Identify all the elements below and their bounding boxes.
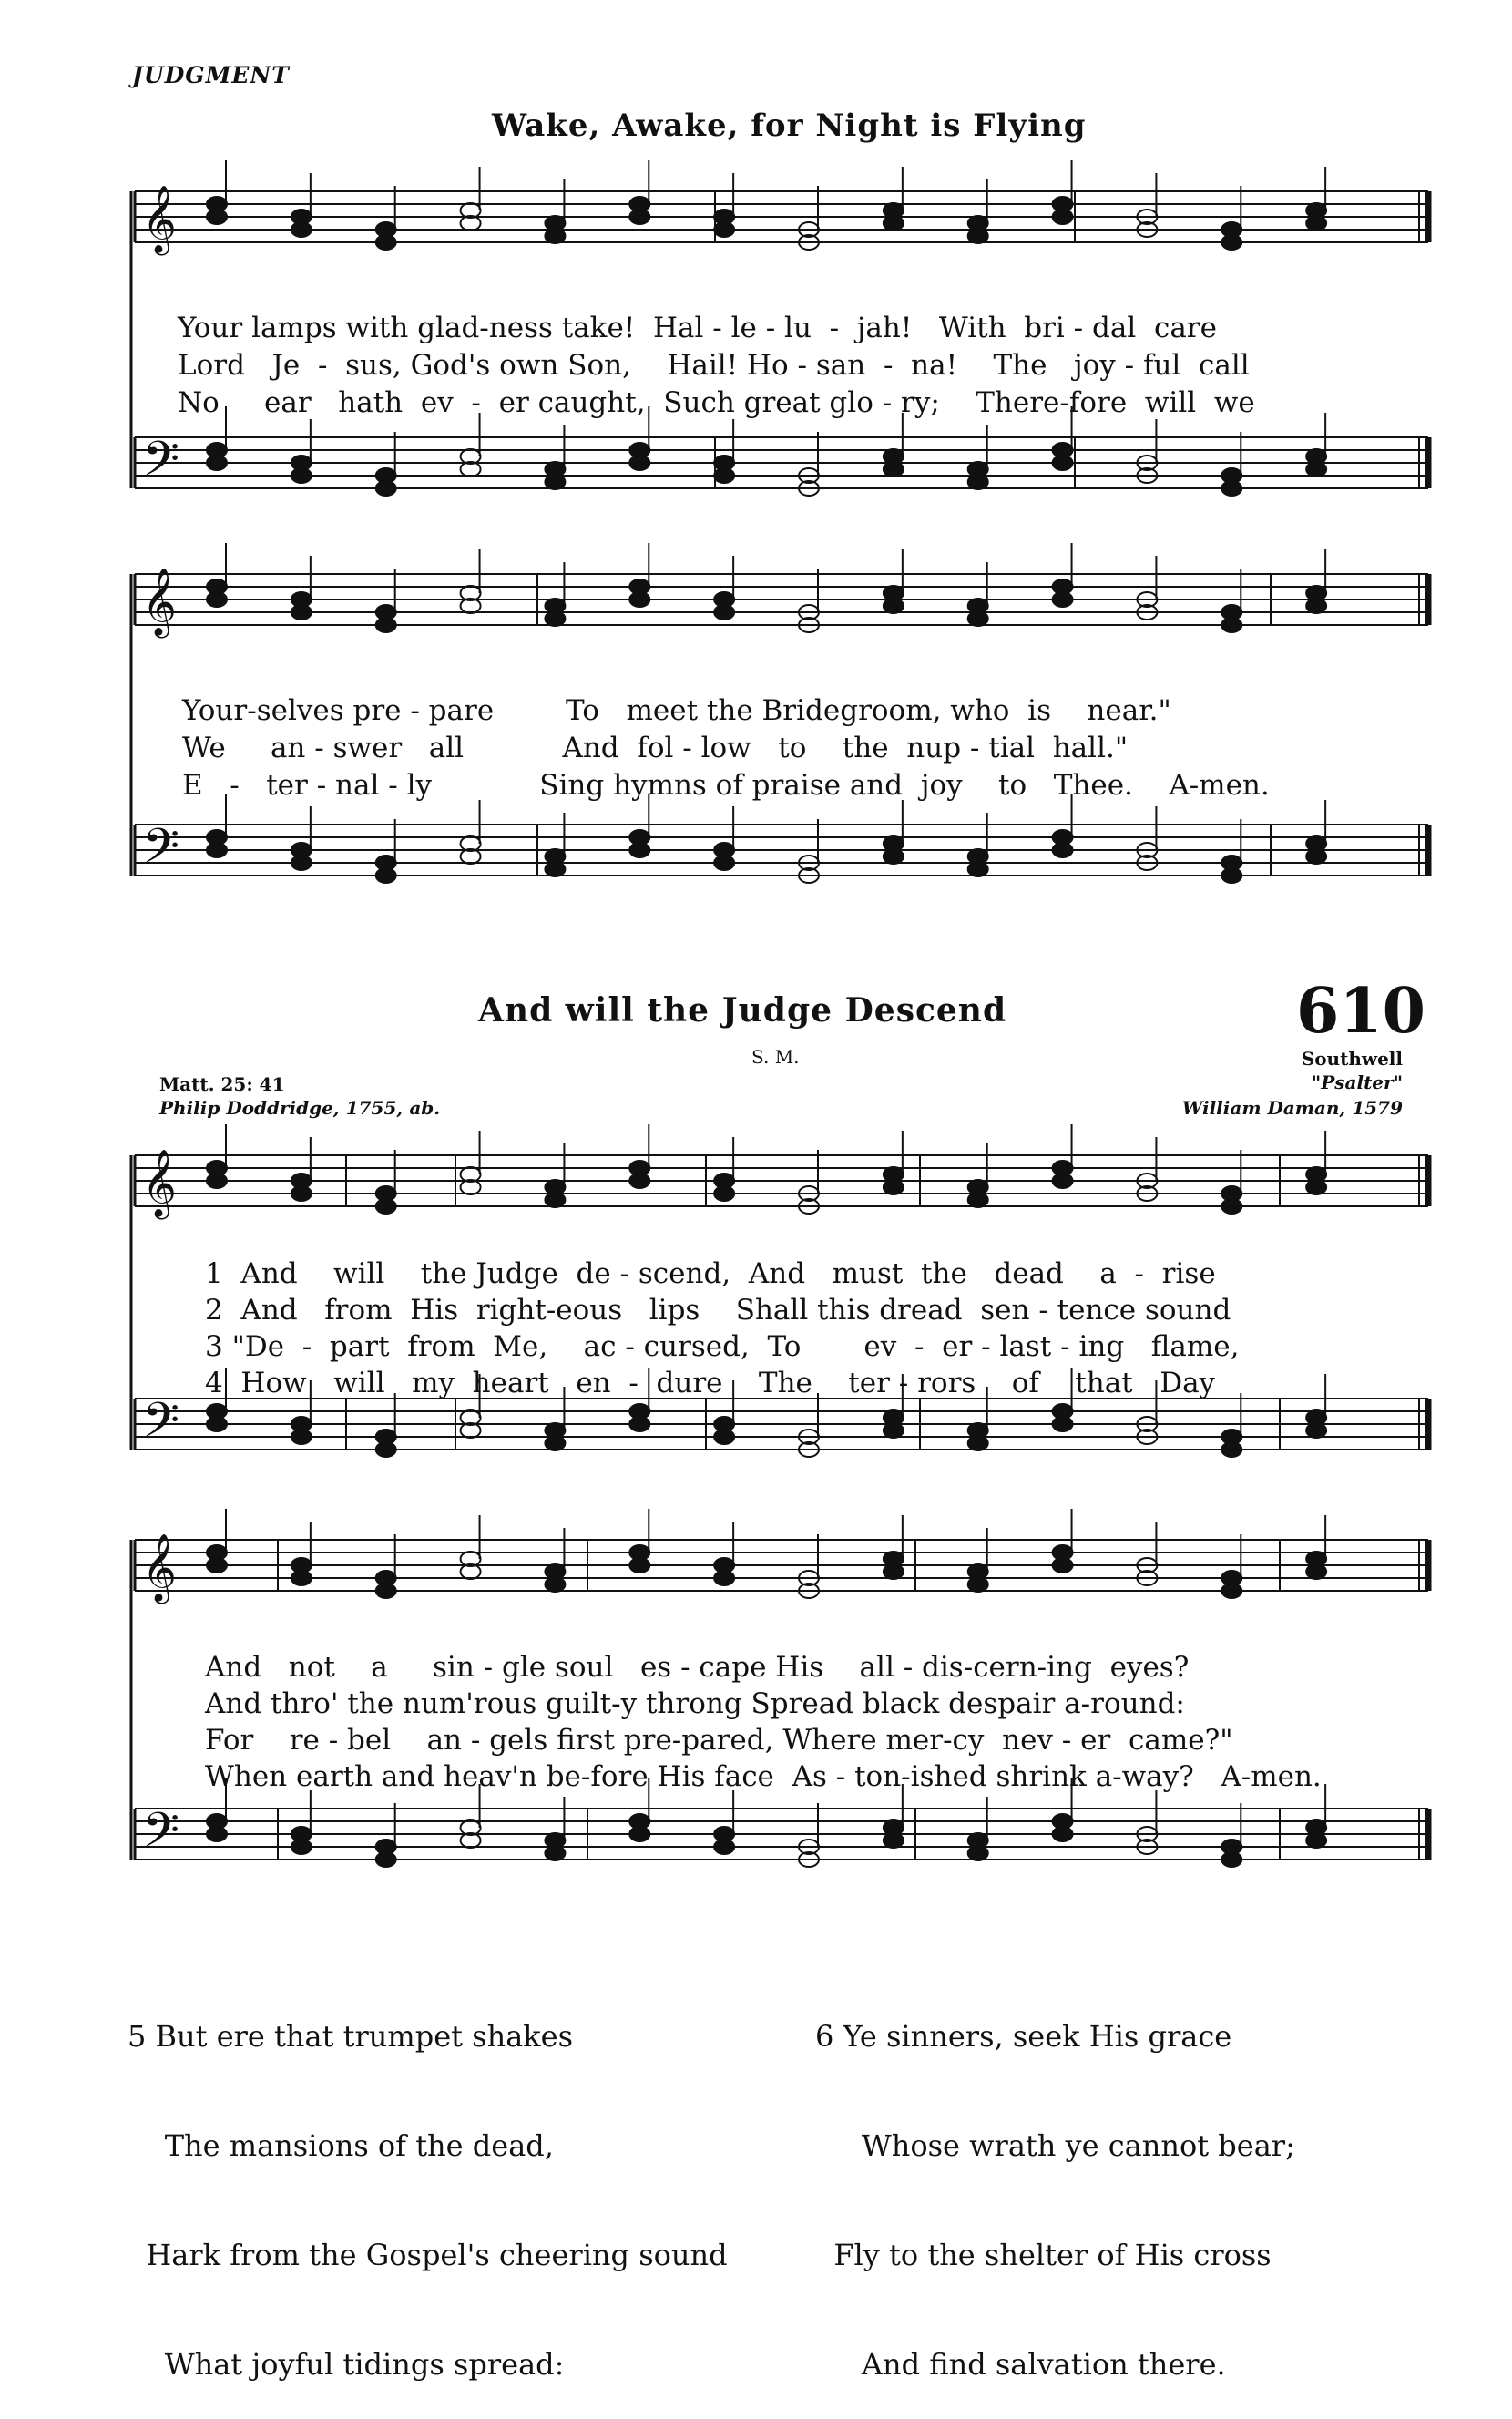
notehead (291, 1840, 312, 1854)
notehead (1306, 1564, 1326, 1579)
meter: S. M. (751, 1046, 800, 1068)
treble-clef: 𝄞 (142, 186, 177, 253)
notehead (629, 592, 649, 607)
notehead (291, 1430, 312, 1444)
notehead (207, 456, 227, 470)
notehead (1306, 462, 1326, 477)
stanza-line: 6 Ye sinners, seek His grace (815, 2019, 1232, 2054)
tune-name: Southwell (1301, 1048, 1403, 1070)
notehead (1306, 849, 1326, 864)
notehead (1053, 456, 1073, 470)
notehead (376, 618, 396, 632)
notehead (376, 481, 396, 496)
notehead (968, 1846, 988, 1860)
treble-clef: 𝄞 (142, 1534, 177, 1602)
stanza-line: 5 But ere that trumpet shakes (128, 2019, 574, 2054)
notehead (1306, 1423, 1326, 1438)
notehead (1221, 1852, 1241, 1867)
scripture-reference: Matt. 25: 41 (159, 1073, 285, 1095)
notehead (968, 1436, 988, 1450)
notehead (1053, 843, 1073, 857)
notehead (291, 856, 312, 870)
lyric-line: We an - swer all And fol - low to the nup - tial hall." (182, 732, 1129, 764)
bass-clef: 𝄢 (142, 1393, 180, 1461)
lyric-line: Your lamps with glad-ness take! Hal - le - lu - jah! With bri - dal care (178, 312, 1217, 344)
notehead (207, 1558, 227, 1573)
notehead (207, 1827, 227, 1841)
notehead (1221, 235, 1241, 250)
notehead (968, 229, 988, 243)
notehead (545, 1846, 565, 1860)
notehead (376, 1584, 396, 1598)
lyric-line: When earth and heav'n be-fore His face As - ton-ished shrink a-way? A-men. (205, 1760, 1322, 1793)
lyric-line: And thro' the num'rous guilt-y throng Spread black despair a-round: (205, 1687, 1185, 1720)
notehead (714, 1571, 734, 1585)
stanza-line: What joyful tidings spread: (128, 2347, 565, 2382)
section-label: JUDGMENT (132, 62, 290, 88)
notehead (884, 1180, 904, 1194)
notehead (884, 462, 904, 477)
notehead (884, 599, 904, 613)
notehead (629, 210, 649, 224)
treble-clef: 𝄞 (142, 1150, 177, 1217)
notehead (376, 1442, 396, 1457)
notehead (884, 1564, 904, 1579)
notehead (1053, 592, 1073, 607)
lyric-line: 2 And from His right-eous lips Shall this dread sen - tence sound (205, 1294, 1231, 1327)
notehead (968, 1577, 988, 1592)
notehead (1053, 210, 1073, 224)
lyric-line: 4 How will my heart en - dure The ter - rors of that Day (205, 1367, 1216, 1399)
stanza-line: The mansions of the dead, (128, 2128, 554, 2163)
stanza-line: Hark from the Gospel's cheering sound (128, 2238, 728, 2272)
notehead (545, 1436, 565, 1450)
notehead (545, 229, 565, 243)
lyric-line: Your-selves pre - pare To meet the Bridegroom, who is near." (182, 694, 1171, 727)
notehead (629, 456, 649, 470)
notehead (714, 1430, 734, 1444)
notehead (714, 1186, 734, 1201)
bass-clef: 𝄢 (142, 819, 180, 887)
stanza-6 (815, 1945, 1295, 2419)
hymn-number: 610 (1296, 975, 1425, 1048)
notehead (968, 611, 988, 626)
notehead (1221, 868, 1241, 883)
notehead (714, 605, 734, 620)
notehead (376, 1852, 396, 1867)
notehead (207, 592, 227, 607)
notehead (629, 1174, 649, 1188)
notehead (1306, 599, 1326, 613)
notehead (545, 1193, 565, 1207)
notehead (714, 856, 734, 870)
notehead (714, 468, 734, 483)
notehead (1053, 1417, 1073, 1431)
notehead (714, 222, 734, 237)
notehead (968, 475, 988, 489)
notehead (1053, 1827, 1073, 1841)
notehead (1053, 1174, 1073, 1188)
notehead (1221, 1199, 1241, 1214)
notehead (545, 611, 565, 626)
stanza-line: Fly to the shelter of His cross (815, 2238, 1272, 2272)
notehead (629, 1558, 649, 1573)
notehead (968, 1193, 988, 1207)
treble-clef: 𝄞 (142, 569, 177, 636)
notehead (207, 1174, 227, 1188)
notehead (1306, 216, 1326, 231)
notehead (376, 235, 396, 250)
tune-source: "Psalter" (1311, 1071, 1403, 1093)
lyric-line: And not a sin - gle soul es - cape His all - dis-cern-ing eyes? (205, 1651, 1190, 1684)
notehead (714, 1840, 734, 1854)
bass-clef: 𝄢 (142, 1803, 180, 1871)
notehead (545, 862, 565, 876)
notehead (291, 222, 312, 237)
notehead (545, 475, 565, 489)
notehead (1053, 1558, 1073, 1573)
notehead (1306, 1180, 1326, 1194)
notehead (545, 1577, 565, 1592)
notehead (1221, 1584, 1241, 1598)
notehead (376, 1199, 396, 1214)
lyric-line: For re - bel an - gels first pre-pared, Where mer-cy nev - er came?" (205, 1724, 1233, 1757)
notehead (884, 216, 904, 231)
notehead (629, 1827, 649, 1841)
notehead (376, 868, 396, 883)
lyric-line: 3 "De - part from Me, ac - cursed, To ev - er - last - ing flame, (205, 1330, 1240, 1363)
bass-clef: 𝄢 (142, 432, 180, 499)
notehead (884, 1423, 904, 1438)
lyric-line: Lord Je - sus, God's own Son, Hail! Ho - san - na! The joy - ful call (178, 349, 1250, 382)
composer: William Daman, 1579 (1181, 1097, 1403, 1119)
notehead (884, 849, 904, 864)
hymn-title-judge-descend: And will the Judge Descend (478, 991, 1007, 1030)
notehead (968, 862, 988, 876)
author: Philip Doddridge, 1755, ab. (159, 1097, 441, 1119)
notehead (291, 605, 312, 620)
stanza-line: And find salvation there. (815, 2347, 1226, 2382)
hymn-title-wake-awake: Wake, Awake, for Night is Flying (492, 108, 1087, 144)
stanza-5 (128, 1945, 728, 2419)
notehead (207, 843, 227, 857)
notehead (1221, 1442, 1241, 1457)
lyric-line: 1 And will the Judge de - scend, And must the dead a - rise (205, 1257, 1216, 1290)
notehead (884, 1833, 904, 1848)
notehead (1221, 618, 1241, 632)
notehead (291, 1186, 312, 1201)
notehead (1306, 1833, 1326, 1848)
notehead (629, 843, 649, 857)
notehead (207, 1417, 227, 1431)
notehead (291, 468, 312, 483)
notehead (629, 1417, 649, 1431)
notehead (207, 210, 227, 224)
lyric-line: No ear hath ev - er caught, Such great glo - ry; There-fore will we (178, 386, 1255, 419)
stanza-line: Whose wrath ye cannot bear; (815, 2128, 1295, 2163)
lyric-line: E - ter - nal - ly Sing hymns of praise and joy to Thee. A-men. (182, 769, 1270, 802)
notehead (1221, 481, 1241, 496)
notehead (291, 1571, 312, 1585)
